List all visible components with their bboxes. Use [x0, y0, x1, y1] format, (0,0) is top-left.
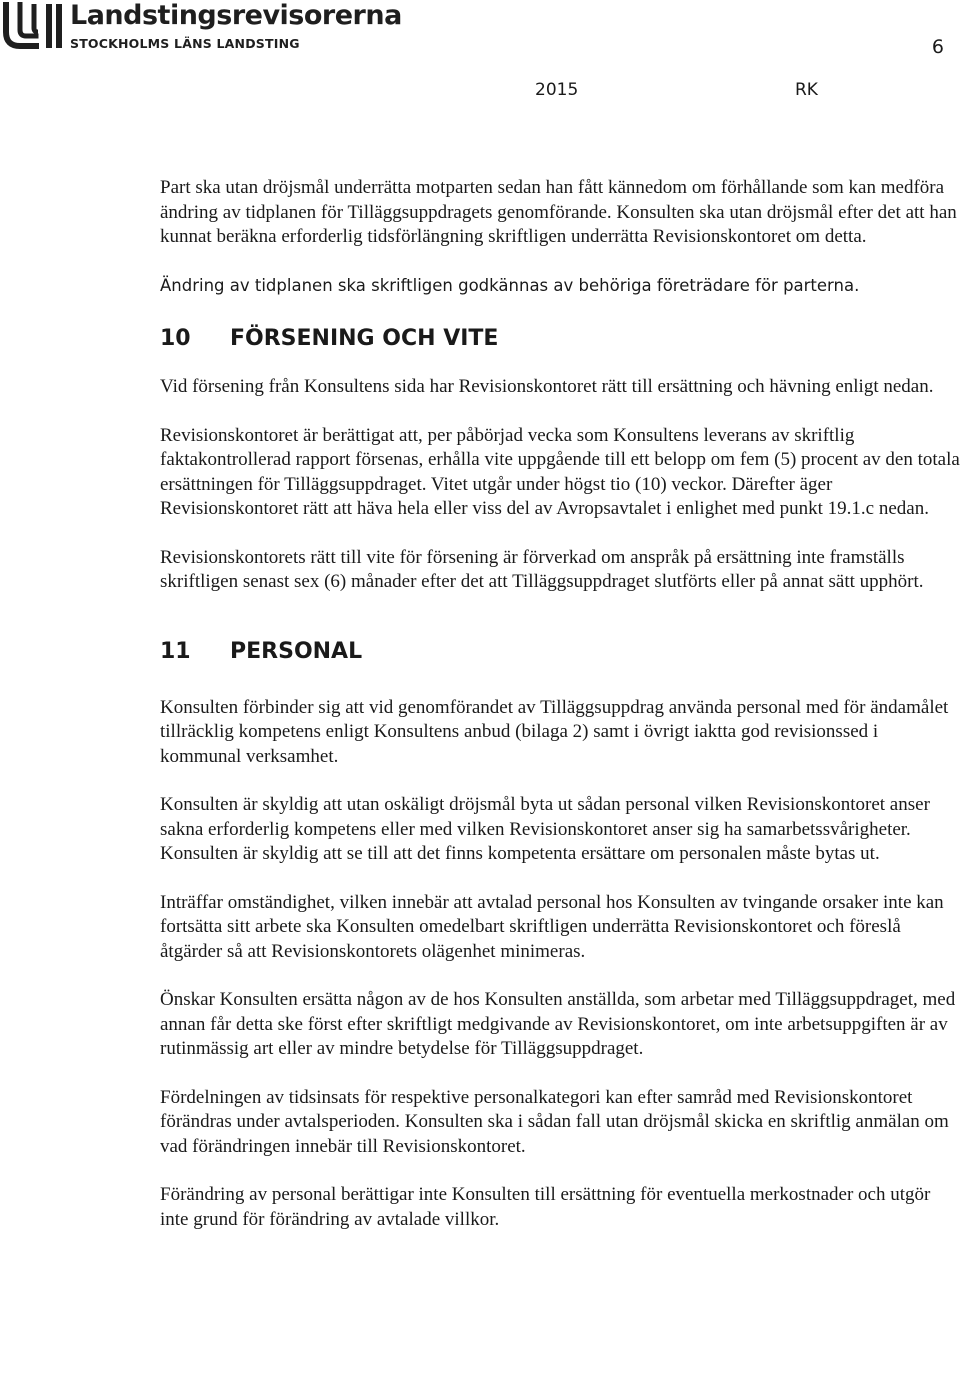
paragraph: Förändring av personal berättigar inte Konsulten till ersättning för eventuella merkostnader och utgör inte grund för förändring av avtalade villkor. [160, 1184, 931, 1230]
document-body [160, 176, 960, 1232]
paragraph: Fördelningen av tidsinsats för respektive personalkategori kan efter samråd med Revisionskontoret förändras under avtalsperioden. Konsulten ska i sådan fall utan dröjsmål skicka en skriftlig anmälan om vad förändringen innebär till Revisionskontoret. [160, 1086, 949, 1157]
section-number: 10 [160, 326, 191, 351]
header-year: 2015 [535, 80, 579, 100]
organization-logo [0, 0, 402, 60]
section-title: PERSONAL [230, 638, 363, 664]
paragraph: Revisionskontoret är berättigat att, per påbörjad vecka som Konsultens leverans av skriftlig faktakontrollerad rapport försenas, erhålla vite uppgående till ett belopp om fem (5) procent av den totala ersättningen för Tilläggsuppdraget. Vitet utgår under högst tio (10) veckor. Därefter äger Revisionskontoret rätt att häva hela eller viss del av Avropsavtalet i enlighet med punkt 19.1.c nedan. [160, 424, 960, 519]
logo-subtitle: STOCKHOLMS LÄNS LANDSTING [70, 36, 300, 51]
logo-title: Landstingsrevisorerna [70, 0, 402, 31]
paragraph: Inträffar omständighet, vilken innebär att avtalad personal hos Konsulten av tvingande orsaker inte kan fortsätta sitt arbete ska Konsulten omedelbart skriftligen underrätta Revisionskontoret och föreslå åtgärder så att Revisionskontorets olägenhet minimeras. [160, 891, 944, 962]
paragraph: Revisionskontorets rätt till vite för försening är förverkad om anspråk på ersättning inte framställs skriftligen senast sex (6) månader efter det att Tilläggsuppdraget slutförts eller på annat sätt upphört. [160, 546, 924, 592]
paragraph: Vid försening från Konsultens sida har Revisionskontoret rätt till ersättning och hävning enligt nedan. [160, 376, 934, 397]
page-number: 6 [931, 36, 944, 58]
section-heading-10 [160, 326, 960, 351]
paragraph: Konsulten är skyldig att utan oskäligt dröjsmål byta ut sådan personal vilken Revisionskontoret anser sakna erforderlig kompetens eller med vilken Revisionskontoret anser sig ha samarbetssvårigheter. Konsulten är skyldig att se till att det finns kompetenta ersättare om personalen måste bytas ut. [160, 794, 930, 864]
section-heading-11 [160, 639, 960, 664]
paragraph: Part ska utan dröjsmål underrätta motparten sedan han fått kännedom om förhållande som kan medföra ändring av tidplanen för Tilläggsuppdragets genomförande. Konsulten ska utan dröjsmål efter det att han kunnat beräkna erforderlig tidsförlängning skriftligen underrätta Revisionskontoret om detta. [160, 177, 957, 247]
paragraph: Konsulten förbinder sig att vid genomförandet av Tilläggsuppdrag använda personal med för ändamålet tillräcklig kompetens enligt Konsultens anbud (bilaga 2) samt i övrigt iaktta god revisionssed i kommunal verksamhet. [160, 696, 949, 767]
section-title: FÖRSENING OCH VITE [230, 326, 499, 351]
logo-mark-icon [2, 2, 64, 52]
header-initials: RK [795, 80, 818, 100]
paragraph: Önskar Konsulten ersätta någon av de hos Konsulten anställda, som arbetar med Tilläggsuppdraget, med annan får detta ske först efter skriftligt medgivande av Revisionskontoret, om inte arbetsuppgiften är av rutinmässig art eller av mindre betydelse för Tilläggsuppdraget. [160, 989, 956, 1059]
paragraph: Ändring av tidplanen ska skriftligen godkännas av behöriga företrädare för parterna. [160, 275, 860, 295]
section-number: 11 [160, 638, 191, 664]
